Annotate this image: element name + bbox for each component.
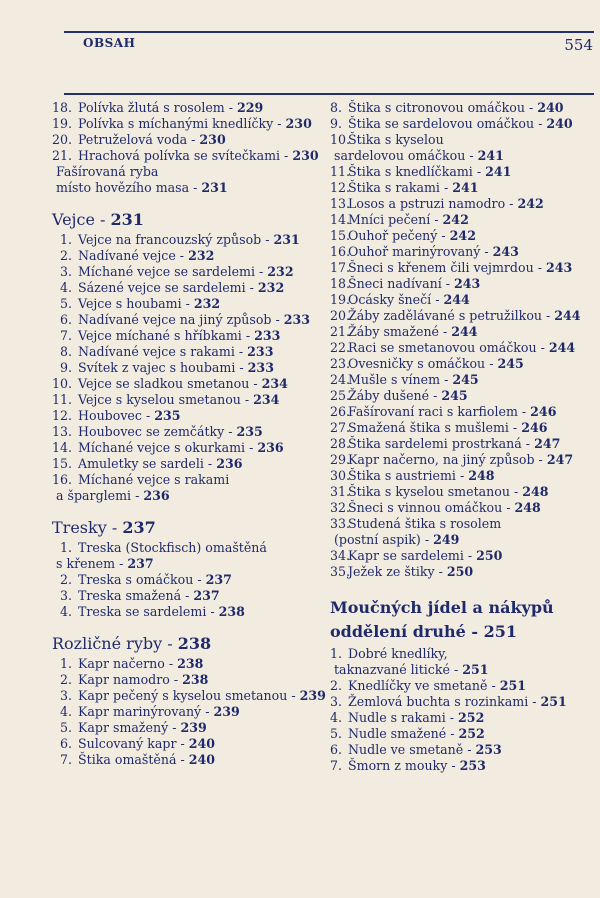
entry-title: Raci se smetanovou omáčkou <box>348 340 537 355</box>
toc-entry: 5. Kapr smažený - 239 <box>52 720 327 736</box>
entry-page: 246 <box>521 420 548 435</box>
toc-entry: 24.Mušle s vínem - 245 <box>330 372 479 387</box>
entry-title: a šparglemi <box>56 488 132 503</box>
entry-page: 234 <box>261 376 288 391</box>
entry-number: 5. <box>330 726 343 741</box>
toc-entry: 2. Knedlíčky ve smetaně - 251 <box>330 678 527 693</box>
toc-entry: 6. Nadívané vejce na jiný způsob - 233 <box>52 312 327 328</box>
entry-number: 32. <box>330 500 351 515</box>
toc-entry: 26.Fašírovaní raci s karfiolem - 246 <box>330 404 557 419</box>
entry-number: 23. <box>330 356 351 371</box>
entry-number: 15. <box>52 456 73 471</box>
entry-number: 2. <box>59 248 72 263</box>
entry-page: 236 <box>257 440 284 455</box>
entry-number: 30. <box>330 468 351 483</box>
section-heading: Vejce - 231 <box>52 210 144 229</box>
entry-number: 12. <box>52 408 73 423</box>
entry-title: Houbovec se zemčátky <box>78 424 225 439</box>
toc-entry: 12.Štika s rakami - 241 <box>330 180 479 195</box>
entry-title: Amuletky se sardeli <box>78 456 204 471</box>
entry-page: 246 <box>530 404 557 419</box>
entry-title: Sázené vejce se sardelemi <box>78 280 246 295</box>
entry-page: 240 <box>546 116 573 131</box>
entry-title: Šmorn z mouky <box>348 758 448 773</box>
entry-title: Šneci s vinnou omáčkou <box>348 500 503 515</box>
entry-number: 20. <box>330 308 351 323</box>
header-rule-top <box>64 31 594 33</box>
entry-page: 230 <box>285 116 312 131</box>
toc-entry: 32.Šneci s vinnou omáčkou - 248 <box>330 500 541 515</box>
entry-title: Fašírovaní raci s karfiolem <box>348 404 518 419</box>
entry-title: Treska se sardelemi <box>78 604 207 619</box>
toc-entry: 18.Šneci nadívaní - 243 <box>330 276 481 291</box>
entry-title: Kapr namodro <box>78 672 170 687</box>
toc-entry: 15.Ouhoř pečený - 242 <box>330 228 476 243</box>
entry-page: 237 <box>127 556 154 571</box>
entry-page: 251 <box>499 678 527 693</box>
toc-entry: 18. Polívka žlutá s rosolem - 229 <box>52 100 264 115</box>
entry-title: Houbovec <box>78 408 142 423</box>
entry-page: 240 <box>188 752 216 767</box>
entry-title: Ouhoř marinýrovaný <box>348 244 481 259</box>
entry-page: 245 <box>497 356 524 371</box>
toc-entry: sardelovou omáčkou - 241 <box>334 148 504 163</box>
toc-entry: 4. Sázené vejce se sardelemi - 232 <box>52 280 327 296</box>
entry-title: Nadívané vejce <box>78 248 176 263</box>
entry-title: Ovesničky s omáčkou <box>348 356 486 371</box>
entry-number: 2. <box>59 572 72 587</box>
entry-title: Šneci s křenem čili vejmrdou <box>348 260 534 275</box>
toc-entry: 13.Losos a pstruzi namodro - 242 <box>330 196 544 211</box>
entry-page: 231 <box>201 180 228 195</box>
entry-title: (postní aspik) <box>334 532 421 547</box>
entry-title: Smažená štika s mušlemi <box>348 420 509 435</box>
entry-page: 236 <box>216 456 243 471</box>
toc-entry: 20. Petruželová voda - 230 <box>52 132 226 147</box>
toc-entry: 31.Štika s kyselou smetanou - 248 <box>330 484 549 499</box>
entry-page: 244 <box>554 308 581 323</box>
entry-page: 253 <box>475 742 502 757</box>
entry-title: Fašírovaná ryba <box>56 164 159 179</box>
toc-entry: 20.Žáby zadělávané s petružilkou - 244 <box>330 308 581 323</box>
toc-entry: 6. Nudle ve smetaně - 253 <box>330 742 502 757</box>
toc-entry: 30.Štika s austriemi - 248 <box>330 468 495 483</box>
entry-number: 7. <box>59 328 72 343</box>
entry-title: Nadívané vejce na jiný způsob <box>78 312 272 327</box>
entry-page: 233 <box>247 360 274 375</box>
entry-number: 3. <box>59 588 72 603</box>
toc-entry: 4. Kapr marinýrovaný - 239 <box>52 704 327 720</box>
entry-number: 26. <box>330 404 351 419</box>
entry-number: 5. <box>59 720 72 735</box>
toc-entry <box>330 132 592 148</box>
entry-page: 237 <box>193 588 220 603</box>
toc-entry: 10. Vejce se sladkou smetanou - 234 <box>52 376 288 391</box>
entry-page: 242 <box>449 228 476 243</box>
entry-number: 7. <box>59 752 72 767</box>
entry-title: Polívka s míchanými knedlíčky <box>78 116 274 131</box>
entry-number: 1. <box>59 656 72 671</box>
entry-title: Treska (Stockfisch) omaštěná <box>78 540 267 555</box>
entry-title: Nudle s rakami <box>348 710 446 725</box>
entry-title: Žáby zadělávané s petružilkou <box>348 308 543 323</box>
entry-title: Štika omaštěná <box>78 752 177 767</box>
entry-title: Treska smažená <box>78 588 182 603</box>
toc-entry: 11.Štika s knedlíčkami - 241 <box>330 164 512 179</box>
toc-entry: 14. Míchané vejce s okurkami - 236 <box>52 440 284 455</box>
entry-number: 18. <box>330 276 351 291</box>
entry-number: 2. <box>330 678 343 693</box>
entry-page: 232 <box>267 264 294 279</box>
entry-number: 10. <box>52 376 73 391</box>
entry-title: Kapr smažený <box>78 720 169 735</box>
toc-entry: 3. Treska smažená - 237 <box>52 588 327 604</box>
toc-entry: 7. Šmorn z mouky - 253 <box>330 758 486 773</box>
entry-page: 249 <box>433 532 460 547</box>
entry-page: 240 <box>537 100 564 115</box>
entry-title: s křenem <box>56 556 116 571</box>
entry-title: Knedlíčky ve smetaně <box>348 678 488 693</box>
toc-entry: 19.Ocásky šnečí - 244 <box>330 292 470 307</box>
entry-title: Žemlová buchta s rozinkami <box>348 694 529 709</box>
entry-number: 4. <box>59 280 72 295</box>
entry-title: Štika se sardelovou omáčkou <box>348 116 535 131</box>
toc-entry: 5. Nudle smažené - 252 <box>330 726 485 741</box>
entry-number: 19. <box>330 292 351 307</box>
entry-page: 251 <box>462 662 489 677</box>
entry-number: 6. <box>330 742 343 757</box>
toc-entry: 2. Treska s omáčkou - 237 <box>52 572 327 588</box>
entry-number: 34. <box>330 548 351 563</box>
entry-title: Petruželová voda <box>78 132 188 147</box>
entry-title: Ouhoř pečený <box>348 228 438 243</box>
entry-page: 230 <box>292 148 319 163</box>
entry-number: 8. <box>330 100 343 115</box>
entry-page: 247 <box>546 452 574 467</box>
entry-number: 25. <box>330 388 351 403</box>
entry-title: Míchané vejce se sardelemi <box>78 264 256 279</box>
entry-page: 244 <box>443 292 470 307</box>
section-page: 237 <box>122 518 156 537</box>
entry-number: 21. <box>52 148 73 163</box>
entry-title: Kapr se sardelemi <box>348 548 464 563</box>
entry-number: 28. <box>330 436 351 451</box>
entry-page: 232 <box>257 280 285 295</box>
entry-page: 252 <box>458 726 485 741</box>
entry-number: 6. <box>59 312 72 327</box>
page-number: 554 <box>564 36 593 54</box>
entry-title: Štika s knedlíčkami <box>348 164 473 179</box>
entry-page: 241 <box>485 164 512 179</box>
entry-number: 3. <box>59 688 72 703</box>
entry-title: Nadívané vejce s rakami <box>78 344 235 359</box>
entry-page: 232 <box>188 248 215 263</box>
entry-page: 235 <box>154 408 181 423</box>
entry-page: 231 <box>273 232 300 247</box>
entry-number: 11. <box>52 392 73 407</box>
toc-entry <box>52 540 327 556</box>
toc-entry: taknazvané litické - 251 <box>334 662 489 677</box>
entry-page: 243 <box>492 244 519 259</box>
entry-title: Ježek ze štiky <box>348 564 435 579</box>
entry-number: 7. <box>330 758 343 773</box>
toc-entry: 6. Sulcovaný kapr - 240 <box>52 736 327 752</box>
entry-title: Svítek z vajec s houbami <box>78 360 236 375</box>
entry-title: Štika s austriemi <box>348 468 456 483</box>
section-title: Vejce <box>52 210 95 229</box>
entry-page: 243 <box>545 260 573 275</box>
entry-page: 239 <box>213 704 240 719</box>
entry-page: 251 <box>540 694 567 709</box>
toc-entry: 13. Houbovec se zemčátky - 235 <box>52 424 263 439</box>
entry-title: Nudle ve smetaně <box>348 742 464 757</box>
entry-number: 27. <box>330 420 351 435</box>
entry-page: 233 <box>247 344 274 359</box>
entry-number: 33. <box>330 516 351 531</box>
entry-title: Treska s omáčkou <box>78 572 194 587</box>
entry-page: 238 <box>182 672 209 687</box>
entry-title: místo hovězího masa <box>56 180 190 195</box>
toc-entry: 4. Treska se sardelemi - 238 <box>52 604 327 620</box>
entry-page: 229 <box>237 100 264 115</box>
toc-entry: 1. Kapr načerno - 238 <box>52 656 327 672</box>
entry-page: 248 <box>468 468 495 483</box>
entry-number: 16. <box>52 472 73 487</box>
entry-page: 237 <box>205 572 232 587</box>
entry-title: sardelovou omáčkou <box>334 148 466 163</box>
entry-number: 29. <box>330 452 351 467</box>
entry-number: 17. <box>330 260 351 275</box>
entry-title: Studená štika s rosolem <box>348 516 502 531</box>
entry-page: 252 <box>458 710 485 725</box>
entry-page: 238 <box>218 604 245 619</box>
entry-number: 11. <box>330 164 351 179</box>
entry-number: 15. <box>330 228 351 243</box>
entry-title: Šneci nadívaní <box>348 276 442 291</box>
toc-entry: 3. Žemlová buchta s rozinkami - 251 <box>330 694 567 709</box>
entry-page: 244 <box>548 340 576 355</box>
toc-entry: 22.Raci se smetanovou omáčkou - 244 <box>330 340 576 355</box>
entry-number: 4. <box>59 704 72 719</box>
toc-entry: 34.Kapr se sardelemi - 250 <box>330 548 503 563</box>
entry-number: 20. <box>52 132 73 147</box>
entry-page: 239 <box>299 688 326 703</box>
entry-page: 236 <box>143 488 170 503</box>
entry-number: 24. <box>330 372 351 387</box>
entry-number: 6. <box>59 736 72 751</box>
toc-entry: 25.Žáby dušené - 245 <box>330 388 468 403</box>
toc-entry: 16.Ouhoř marinýrovaný - 243 <box>330 244 519 259</box>
entry-number: 9. <box>330 116 343 131</box>
entry-title: Vejce se sladkou smetanou <box>78 376 250 391</box>
toc-entry: 2. Kapr namodro - 238 <box>52 672 327 688</box>
entry-number: 13. <box>330 196 351 211</box>
entry-page: 238 <box>177 656 204 671</box>
entry-page: 244 <box>451 324 478 339</box>
section-title: Moučných jídel a nákypů <box>330 598 554 617</box>
entry-title: Vejce míchané s hříbkami <box>78 328 242 343</box>
section-page: 238 <box>177 634 212 653</box>
entry-page: 230 <box>199 132 226 147</box>
entry-number: 16. <box>330 244 351 259</box>
toc-entry: 7. Štika omaštěná - 240 <box>52 752 327 768</box>
section-title: Tresky <box>52 518 107 537</box>
toc-entry: 15. Amuletky se sardeli - 236 <box>52 456 243 471</box>
entry-page: 248 <box>522 484 549 499</box>
toc-entry: 2. Nadívané vejce - 232 <box>52 248 327 264</box>
entry-title: Mušle s vínem <box>348 372 441 387</box>
toc-entry: 21. Hrachová polívka se svítečkami - 230 <box>52 148 319 163</box>
entry-page: 250 <box>446 564 474 579</box>
entry-title: taknazvané litické <box>334 662 450 677</box>
entry-number: 22. <box>330 340 351 355</box>
entry-number: 3. <box>330 694 343 709</box>
toc-entry: 7. Vejce míchané s hříbkami - 233 <box>52 328 327 344</box>
toc-entry: 9. Svítek z vajec s houbami - 233 <box>52 360 327 376</box>
toc-entry: (postní aspik) - 249 <box>334 532 460 547</box>
entry-title: Kapr načerno <box>78 656 165 671</box>
entry-title: Kapr marinýrovaný <box>78 704 202 719</box>
entry-page: 240 <box>188 736 216 751</box>
entry-number: 14. <box>52 440 73 455</box>
entry-page: 243 <box>454 276 481 291</box>
toc-entry: 28.Štika sardelemi prostrkaná - 247 <box>330 436 561 451</box>
toc-entry: 9. Štika se sardelovou omáčkou - 240 <box>330 116 573 131</box>
toc-column-right <box>330 100 592 774</box>
toc-entry: 11. Vejce s kyselou smetanou - 234 <box>52 392 280 407</box>
entry-number: 5. <box>59 296 72 311</box>
section-title: Rozličné ryby <box>52 634 163 653</box>
entry-page: 253 <box>459 758 486 773</box>
entry-number: 12. <box>330 180 351 195</box>
entry-page: 239 <box>180 720 207 735</box>
toc-entry: 35.Ježek ze štiky - 250 <box>330 564 474 579</box>
toc-entry: 4. Nudle s rakami - 252 <box>330 710 485 725</box>
toc-entry: a šparglemi - 236 <box>56 488 170 503</box>
entry-title: Štika s rakami <box>348 180 440 195</box>
entry-title: Dobré knedlíky, <box>348 646 448 661</box>
entry-page: 242 <box>517 196 544 211</box>
entry-page: 250 <box>476 548 503 563</box>
entry-page: 245 <box>452 372 479 387</box>
toc-entry: 17.Šneci s křenem čili vejmrdou - 243 <box>330 260 573 275</box>
entry-title: Vejce s houbami <box>78 296 182 311</box>
header-rule-bottom <box>64 93 594 95</box>
entry-page: 233 <box>283 312 311 327</box>
entry-page: 232 <box>193 296 221 311</box>
entry-page: 245 <box>441 388 468 403</box>
toc-entry: 8. Štika s citronovou omáčkou - 240 <box>330 100 564 115</box>
header-title: OBSAH <box>83 36 136 50</box>
toc-entry <box>52 164 327 180</box>
toc-entry: s křenem - 237 <box>56 556 154 571</box>
entry-title: Kapr načerno, na jiný způsob <box>348 452 535 467</box>
toc-entry: 5. Vejce s houbami - 232 <box>52 296 327 312</box>
entry-title: Štika s kyselou <box>348 132 444 147</box>
toc-entry <box>330 516 592 532</box>
entry-title: Hrachová polívka se svítečkami <box>78 148 281 163</box>
entry-page: 242 <box>442 212 469 227</box>
entry-title: Míchané vejce s okurkami <box>78 440 246 455</box>
toc-entry <box>330 646 592 662</box>
section-heading: Rozličné ryby - 238 <box>52 634 212 653</box>
entry-number: 14. <box>330 212 351 227</box>
section-heading: Tresky - 237 <box>52 518 156 537</box>
toc-entry: 23.Ovesničky s omáčkou - 245 <box>330 356 524 371</box>
entry-title: Polívka žlutá s rosolem <box>78 100 225 115</box>
entry-title: Vejce s kyselou smetanou <box>78 392 241 407</box>
entry-page: 234 <box>253 392 280 407</box>
toc-entry: 3. Míchané vejce se sardelemi - 232 <box>52 264 327 280</box>
entry-title: Žáby smažené <box>348 324 440 339</box>
entry-title: Kapr pečený s kyselou smetanou <box>78 688 288 703</box>
toc-entry: místo hovězího masa - 231 <box>56 180 228 195</box>
entry-number: 1. <box>59 540 72 555</box>
section-heading: oddělení druhé - 251 <box>330 622 518 641</box>
entry-number: 21. <box>330 324 351 339</box>
entry-title: Losos a pstruzi namodro <box>348 196 506 211</box>
entry-title: Nudle smažené <box>348 726 447 741</box>
entry-number: 35. <box>330 564 351 579</box>
entry-number: 13. <box>52 424 73 439</box>
entry-page: 233 <box>254 328 281 343</box>
toc-entry <box>52 472 327 488</box>
entry-page: 235 <box>236 424 263 439</box>
entry-title: Ocásky šnečí <box>348 292 432 307</box>
section-title: oddělení druhé <box>330 622 466 641</box>
section-heading <box>330 598 592 618</box>
entry-page: 248 <box>514 500 541 515</box>
entry-title: Sulcovaný kapr <box>78 736 177 751</box>
toc-entry: 21.Žáby smažené - 244 <box>330 324 478 339</box>
entry-number: 18. <box>52 100 73 115</box>
entry-number: 2. <box>59 672 72 687</box>
entry-title: Vejce na francouzský způsob <box>78 232 262 247</box>
entry-number: 8. <box>59 344 72 359</box>
entry-number: 10. <box>330 132 351 147</box>
section-page: 231 <box>110 210 144 229</box>
entry-title: Štika s citronovou omáčkou <box>348 100 525 115</box>
toc-entry: 8. Nadívané vejce s rakami - 233 <box>52 344 327 360</box>
toc-entry: 3. Kapr pečený s kyselou smetanou - 239 <box>52 688 327 704</box>
section-page: 251 <box>483 622 518 641</box>
entry-number: 31. <box>330 484 351 499</box>
toc-entry: 12. Houbovec - 235 <box>52 408 181 423</box>
toc-entry: 1. Vejce na francouzský způsob - 231 <box>52 232 327 248</box>
toc-column-left <box>52 100 327 768</box>
entry-number: 3. <box>59 264 72 279</box>
toc-entry: 29.Kapr načerno, na jiný způsob - 247 <box>330 452 574 467</box>
entry-page: 247 <box>534 436 561 451</box>
entry-title: Žáby dušené <box>348 388 430 403</box>
entry-title: Štika sardelemi prostrkaná <box>348 436 522 451</box>
entry-number: 4. <box>59 604 72 619</box>
toc-entry: 27.Smažená štika s mušlemi - 246 <box>330 420 548 435</box>
entry-title: Míchané vejce s rakami <box>78 472 230 487</box>
entry-page: 241 <box>477 148 504 163</box>
entry-page: 241 <box>452 180 479 195</box>
entry-number: 1. <box>330 646 343 661</box>
entry-title: Štika s kyselou smetanou <box>348 484 510 499</box>
entry-number: 1. <box>59 232 72 247</box>
entry-number: 4. <box>330 710 343 725</box>
entry-number: 19. <box>52 116 73 131</box>
toc-entry: 19. Polívka s míchanými knedlíčky - 230 <box>52 116 312 131</box>
entry-number: 9. <box>59 360 72 375</box>
toc-entry: 14.Mníci pečení - 242 <box>330 212 469 227</box>
entry-title: Mníci pečení <box>348 212 431 227</box>
